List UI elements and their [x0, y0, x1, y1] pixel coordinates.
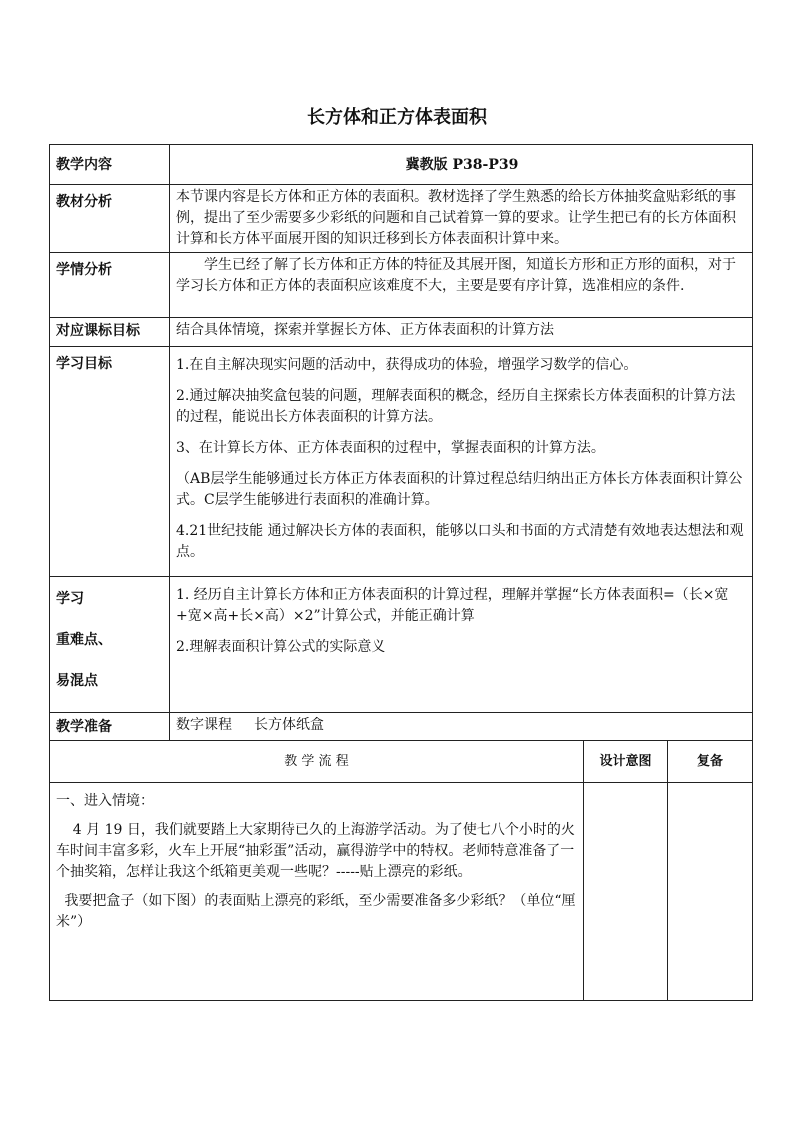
label-goals: 学习目标 — [50, 347, 170, 577]
header-design: 设计意图 — [584, 741, 668, 783]
row-material — [50, 185, 753, 253]
flow-review-cell — [668, 783, 753, 1001]
row-content — [50, 145, 753, 185]
label-material: 教材分析 — [50, 185, 170, 253]
flow-section-title: 一、进入情境： — [56, 793, 154, 809]
page-title: 长方体和正方体表面积 — [307, 107, 487, 128]
label-keypoints-line: 重难点、 — [56, 632, 112, 648]
keypoint-item: 1. 经历自主计算长方体和正方体表面积的计算过程，理解并掌握“长方体表面积=（长×宽+宽×高+长×高）×2”计算公式，并能正确计算 — [176, 587, 729, 624]
row-flow-header — [50, 741, 753, 783]
flow-paragraph: 我要把盒子（如下图）的表面贴上漂亮的彩纸，至少需要准备多少彩纸？（单位“厘米”） — [56, 893, 576, 930]
header-review: 复备 — [668, 741, 753, 783]
value-content: 冀教版 P38-P39 — [170, 145, 753, 185]
label-prep: 教学准备 — [50, 713, 170, 741]
value-students: 学生已经了解了长方体和正方体的特征及其展开图，知道长方形和正方形的面积，对于学习长方体和正方体的表面积应该难度不大，主要是要有序计算，选准相应的条件. — [170, 253, 753, 318]
label-students: 学情分析 — [50, 253, 170, 318]
flow-paragraph: 4 月 19 日，我们就要踏上大家期待已久的上海游学活动。为了使七八个小时的火车时间丰富多彩，火车上开展“抽彩蛋”活动，赢得游学中的特权。老师特意准备了一个抽奖箱，怎样让我这个纸箱更美观一些呢？-----贴上漂亮的彩纸。 — [56, 822, 575, 880]
flow-design-cell — [584, 783, 668, 1001]
keypoint-item: 2.理解表面积计算公式的实际意义 — [176, 639, 386, 655]
row-goals — [50, 347, 753, 577]
row-prep — [50, 713, 753, 741]
value-standard: 结合具体情境，探索并掌握长方体、正方体表面积的计算方法 — [170, 318, 753, 347]
header-process: 教 学 流 程 — [50, 741, 584, 783]
row-standard — [50, 318, 753, 347]
row-keypoints — [50, 577, 753, 713]
row-students — [50, 253, 753, 318]
value-prep — [170, 713, 753, 741]
flow-content — [50, 783, 584, 1001]
lesson-table — [49, 144, 753, 1001]
label-standard: 对应课标目标 — [50, 318, 170, 347]
goal-item: （AB层学生能够通过长方体正方体表面积的计算过程总结归纳出正方体长方体表面积计算公式。C层学生能够进行表面积的准确计算。 — [176, 471, 743, 508]
label-keypoints-line: 易混点 — [56, 673, 98, 689]
prep-item: 数字课程 — [176, 717, 232, 733]
goal-item: 2.通过解决抽奖盒包装的问题，理解表面积的概念，经历自主探索长方体表面积的计算方法的过程，能说出长方体表面积的计算方法。 — [176, 388, 736, 425]
prep-item: 长方体纸盒 — [254, 717, 324, 733]
value-material: 本节课内容是长方体和正方体的表面积。教材选择了学生熟悉的给长方体抽奖盒贴彩纸的事例，提出了至少需要多少彩纸的问题和自己试着算一算的要求。让学生把已有的长方体面积计算和长方体平面展开图的知识迁移到长方体表面积计算中来。 — [170, 185, 753, 253]
label-content: 教学内容 — [50, 145, 170, 185]
goal-item: 1.在自主解决现实问题的活动中，获得成功的体验，增强学习数学的信心。 — [176, 357, 638, 373]
label-keypoints-line: 学习 — [56, 591, 84, 607]
goals-list — [170, 347, 753, 577]
goal-item: 3、在计算长方体、正方体表面积的过程中，掌握表面积的计算方法。 — [176, 440, 605, 456]
label-keypoints — [50, 577, 170, 713]
row-flow — [50, 783, 753, 1001]
keypoints-list — [170, 577, 753, 713]
goal-item: 4.21世纪技能 通过解决长方体的表面积，能够以口头和书面的方式清楚有效地表达想法和观点。 — [176, 523, 744, 560]
